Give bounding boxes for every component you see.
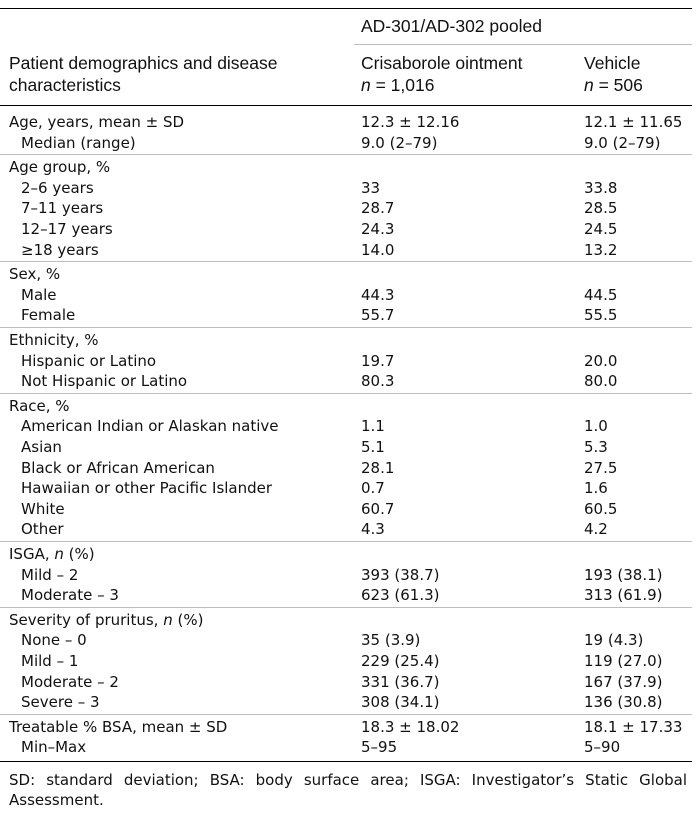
row-label: Median (range) [21,133,136,152]
row-label: Age, years, mean ± SD [9,113,185,131]
row-label: ISGA, n (%) [9,545,95,563]
crisaborole-value: 14.0 [361,240,395,259]
table-row [0,371,692,392]
table-row [0,565,692,586]
row-label: Sex, % [9,265,61,284]
vehicle-value: 27.5 [584,458,618,477]
row-label: Other [21,520,64,539]
table-row [0,499,692,520]
vehicle-value: 167 (37.9) [584,672,663,691]
table-row [0,437,692,458]
crisaborole-value: 28.1 [361,458,395,477]
table-row [0,112,692,133]
row-label: Mild – 1 [21,652,79,670]
col1-header-n [361,74,434,96]
vehicle-value: 18.1 ± 17.33 [584,717,683,736]
row-label: Moderate – 2 [21,672,119,691]
col1-header-name: Crisaborole ointment [361,53,523,73]
crisaborole-value: 33 [361,178,381,197]
crisaborole-value: 393 (38.7) [361,565,440,584]
vehicle-value: 80.0 [584,372,618,391]
vehicle-value: 9.0 (2–79) [584,133,661,152]
row-label: American Indian or Alaskan native [21,417,279,436]
vehicle-value: 12.1 ± 11.65 [584,113,683,131]
vehicle-value: 24.5 [584,220,618,238]
row-label: White [21,499,65,518]
section-divider [0,714,692,715]
vehicle-value: 5–90 [584,738,621,757]
crisaborole-value: 331 (36.7) [361,672,440,691]
row-label: Female [21,306,76,325]
row-label: Moderate – 3 [21,586,119,605]
table-row [0,219,692,240]
vehicle-value: 28.5 [584,199,618,218]
section-divider [0,154,692,155]
vehicle-value: 13.2 [584,240,618,259]
table-footnote: SD: standard deviation; BSA: body surface area; ISGA: Investigator’s Static Global Assessment. [9,771,687,809]
table-bottom-rule [0,761,692,762]
vehicle-value: 4.2 [584,520,608,539]
vehicle-value: 1.6 [584,479,608,498]
vehicle-value: 119 (27.0) [584,652,663,670]
row-label: Hispanic or Latino [21,351,157,370]
table-row [0,157,692,178]
crisaborole-value: 1.1 [361,417,385,436]
row-label: 7–11 years [21,199,104,218]
crisaborole-value: 0.7 [361,479,385,498]
table-row [0,133,692,154]
table-row [0,285,692,306]
crisaborole-value: 19.7 [361,351,395,370]
table-row [0,717,692,738]
vehicle-value: 33.8 [584,178,618,197]
table-row [0,737,692,758]
table-row [0,672,692,693]
table-row [0,396,692,417]
row-label: Min–Max [21,738,87,757]
crisaborole-value: 44.3 [361,285,395,304]
vehicle-value: 313 (61.9) [584,586,663,605]
vehicle-value: 193 (38.1) [584,565,663,584]
table-row [0,416,692,437]
vehicle-value: 60.5 [584,499,618,518]
col1-n-symbol: n [361,75,371,95]
col2-header-name: Vehicle [584,53,641,73]
vehicle-value: 19 (4.3) [584,631,644,650]
table-row [0,630,692,651]
vehicle-value: 55.5 [584,306,618,325]
row-label: 2–6 years [21,178,94,197]
crisaborole-value: 55.7 [361,306,395,325]
section-divider [0,541,692,542]
row-label-header-line2: characteristics [9,75,121,95]
crisaborole-value: 4.3 [361,520,385,539]
row-label: Not Hispanic or Latino [21,372,188,391]
row-label: Treatable % BSA, mean ± SD [9,717,228,736]
table-row [0,544,692,565]
table-row [0,178,692,199]
col2-header-n [584,74,643,96]
table-row [0,351,692,372]
table-row [0,478,692,499]
group-header-rule [354,44,692,45]
crisaborole-value: 28.7 [361,199,395,218]
crisaborole-value: 60.7 [361,499,395,518]
table-row [0,198,692,219]
table-row [0,240,692,261]
col2-n-symbol: n [584,75,594,95]
table-row [0,330,692,351]
vehicle-value: 20.0 [584,351,618,370]
col2-n-value: = 506 [593,75,643,95]
section-divider [0,607,692,608]
row-label: Asian [21,438,62,456]
table-row [0,458,692,479]
section-divider [0,393,692,394]
table-row [0,305,692,326]
vehicle-value: 5.3 [584,438,608,456]
row-label: 12–17 years [21,220,113,238]
section-divider [0,327,692,328]
row-label: Race, % [9,396,70,415]
row-label: Hawaiian or other Pacific Islander [21,479,273,498]
crisaborole-value: 12.3 ± 12.16 [361,113,460,131]
crisaborole-value: 24.3 [361,220,395,238]
group-header: AD-301/AD-302 pooled [361,16,542,36]
table-row [0,585,692,606]
crisaborole-value: 9.0 (2–79) [361,133,438,152]
table-row [0,519,692,540]
row-label-header-line1: Patient demographics and disease [9,53,278,73]
crisaborole-value: 5–95 [361,738,398,757]
col1-n-value: = 1,016 [370,75,435,95]
table-top-rule [0,8,692,9]
row-label: Age group, % [9,158,111,177]
crisaborole-value: 308 (34.1) [361,693,440,712]
header-bottom-rule [0,105,692,106]
row-label: ≥18 years [21,240,99,259]
row-label: Mild – 2 [21,565,79,584]
crisaborole-value: 229 (25.4) [361,652,440,670]
crisaborole-value: 623 (61.3) [361,586,440,605]
crisaborole-value: 18.3 ± 18.02 [361,717,460,736]
row-label: Severe – 3 [21,693,100,712]
vehicle-value: 136 (30.8) [584,693,663,712]
table-row [0,264,692,285]
section-divider [0,261,692,262]
table-row [0,651,692,672]
crisaborole-value: 35 (3.9) [361,631,421,650]
table-row [0,610,692,631]
row-label: Black or African American [21,458,215,477]
row-label: Severity of pruritus, n (%) [9,610,204,629]
vehicle-value: 1.0 [584,417,608,436]
row-label: None – 0 [21,631,87,650]
row-label: Male [21,285,57,304]
crisaborole-value: 5.1 [361,438,385,456]
row-label: Ethnicity, % [9,331,99,349]
table-row [0,692,692,713]
vehicle-value: 44.5 [584,285,618,304]
crisaborole-value: 80.3 [361,372,395,391]
